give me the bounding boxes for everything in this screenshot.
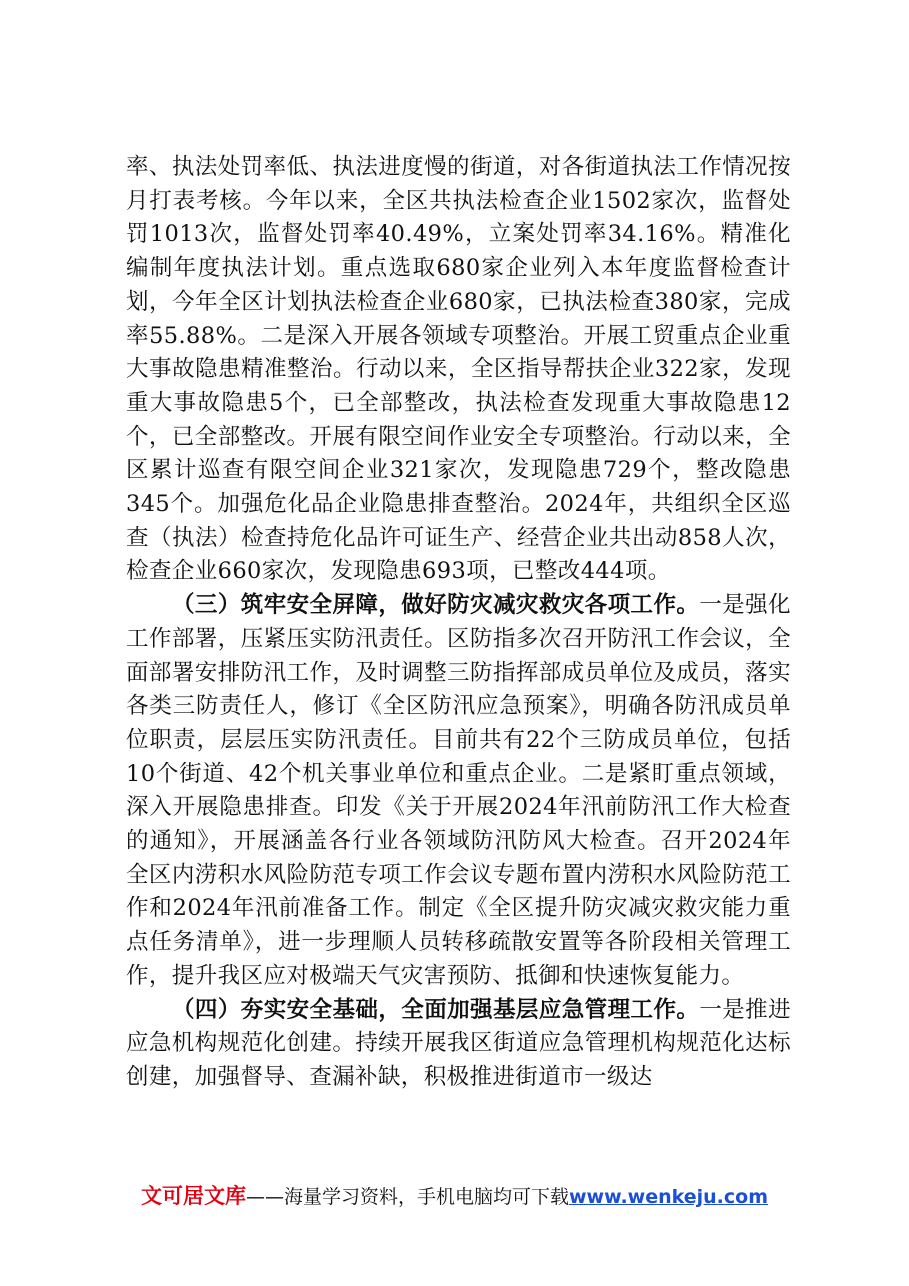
section-heading-3: （三）筑牢安全屏障，做好防灾减灾救灾各项工作。 bbox=[172, 592, 700, 619]
footer-site-link[interactable]: www.wenkeju.com bbox=[569, 1186, 769, 1208]
footer-brand: 文可居文库 bbox=[140, 1184, 246, 1208]
paragraph-3 bbox=[126, 994, 791, 1095]
footer-slogan: ——海量学习资料，手机电脑均可下载 bbox=[245, 1186, 569, 1208]
footer-banner bbox=[0, 1183, 909, 1210]
paragraph-2-text: 一是强化工作部署，压紧压实防汛责任。区防指多次召开防汛工作会议，全面部署安排防汛工作，及时调整三防指挥部成员单位及成员，落实各类三防责任人，修订《全区防汛应急预案》，明确各防汛成员单位职责，层层压实防汛责任。目前共有22个三防成员单位，包括10个街道、42个机关事业单位和重点企业。二是紧盯重点领域，深入开展隐患排查。印发《关于开展2024年汛前防汛工作大检查的通知》，开展涵盖各行业各领域防汛防风大检查。召开2024年全区内涝积水风险防范专项工作会议专题布置内涝积水风险防范工作和2024年汛前准备工作。制定《全区提升防灾减灾救灾能力重点任务清单》，进一步理顺人员转移疏散安置等各阶段相关管理工作，提升我区应对极端天气灾害预防、抵御和快速恢复能力。 bbox=[126, 592, 791, 989]
document-body bbox=[126, 151, 791, 1095]
paragraph-1-text: 率、执法处罚率低、执法进度慢的街道，对各街道执法工作情况按月打表考核。今年以来，全区共执法检查企业1502家次，监督处罚1013次，监督处罚率40.49%，立案处罚率34.16%。精准化编制年度执法计划。重点选取680家企业列入本年度监督检查计划，今年全区计划执法检查企业680家，已执法检查380家，完成率55.88%。二是深入开展各领域专项整治。开展工贸重点企业重大事故隐患精准整治。行动以来，全区指导帮扶企业322家，发现重大事故隐患5个，已全部整改，执法检查发现重大事故隐患12个，已全部整改。开展有限空间作业安全专项整治。行动以来，全区累计巡查有限空间企业321家次，发现隐患729个，整改隐患345个。加强危化品企业隐患排查整治。2024年，共组织全区巡查（执法）检查持危化品许可证生产、经营企业共出动858人次，检查企业660家次，发现隐患693项，已整改444项。 bbox=[126, 154, 791, 585]
section-heading-4: （四）夯实安全基础，全面加强基层应急管理工作。 bbox=[172, 996, 700, 1023]
paragraph-2 bbox=[126, 589, 791, 993]
paragraph-1 bbox=[126, 151, 791, 589]
paragraph-3-text: 一是推进应急机构规范化创建。持续开展我区街道应急管理机构规范化达标创建，加强督导、查漏补缺，积极推进街道市一级达 bbox=[126, 996, 791, 1090]
